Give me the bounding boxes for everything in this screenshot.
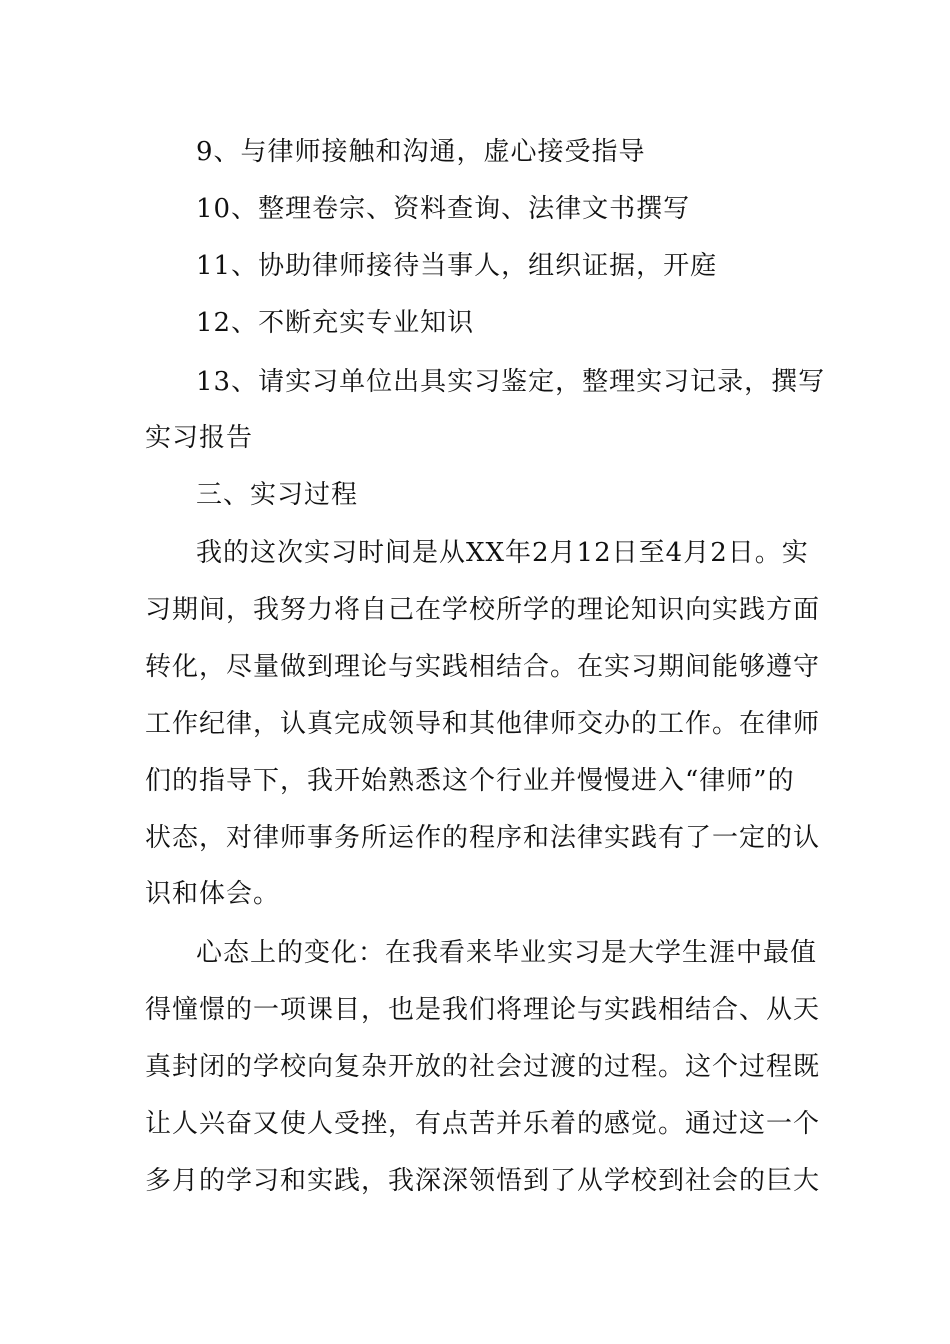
paragraph-1-line: 工作纪律，认真完成领导和其他律师交办的工作。在律师 (145, 709, 821, 739)
paragraph-1-line: 我的这次实习时间是从XX年2月12日至4月2日。实 (196, 538, 809, 568)
paragraph-1-line: 状态，对律师事务所运作的程序和法律实践有了一定的认 (145, 823, 821, 853)
section-heading: 三、实习过程 (196, 480, 359, 510)
list-item-10: 10、整理卷宗、资料查询、法律文书撰写 (196, 194, 691, 224)
paragraph-1-line: 们的指导下，我开始熟悉这个行业并慢慢进入“律师”的 (145, 766, 795, 796)
paragraph-2-line: 真封闭的学校向复杂开放的社会过渡的过程。这个过程既 (145, 1052, 821, 1082)
paragraph-2-line: 让人兴奋又使人受挫，有点苦并乐着的感觉。通过这一个 (145, 1109, 821, 1139)
paragraph-2-line: 心态上的变化：在我看来毕业实习是大学生涯中最值 (196, 938, 818, 968)
paragraph-1-line: 识和体会。 (145, 879, 281, 909)
paragraph-1-line: 转化，尽量做到理论与实践相结合。在实习期间能够遵守 (145, 652, 821, 682)
list-item-13-line-2: 实习报告 (145, 423, 254, 453)
paragraph-1-line: 习期间，我努力将自己在学校所学的理论知识向实践方面 (145, 595, 821, 625)
paragraph-2-line: 得憧憬的一项课目，也是我们将理论与实践相结合、从天 (145, 995, 821, 1025)
paragraph-2-line: 多月的学习和实践，我深深领悟到了从学校到社会的巨大 (145, 1166, 821, 1196)
list-item-12: 12、不断充实专业知识 (196, 308, 475, 338)
list-item-9: 9、与律师接触和沟通，虚心接受指导 (196, 137, 646, 167)
list-item-13-line-1: 13、请实习单位出具实习鉴定，整理实习记录，撰写 (196, 367, 826, 397)
list-item-11: 11、协助律师接待当事人，组织证据，开庭 (196, 251, 718, 281)
